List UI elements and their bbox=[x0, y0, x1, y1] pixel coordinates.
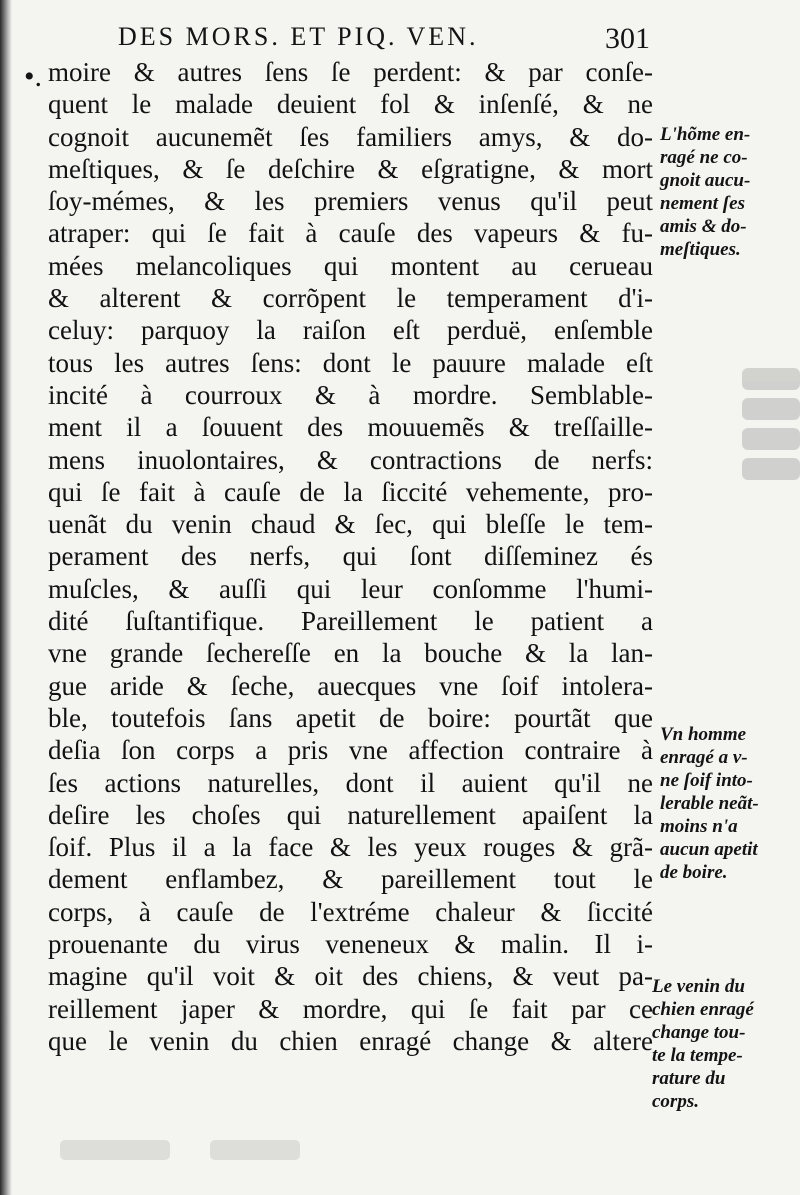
margin-note-line: Le venin du bbox=[652, 976, 745, 997]
page-gutter-shadow bbox=[0, 0, 12, 1195]
text-line: moire & autres ſens ſe perdent: & par conſe- bbox=[48, 57, 653, 87]
text-line: prouenante du virus veneneux & malin. Il i- bbox=[48, 929, 653, 960]
margin-note-line: de boire. bbox=[660, 862, 728, 883]
text-line: ſes actions naturelles, dont il auient qu'il ne bbox=[48, 767, 653, 798]
text-line: vne grande ſechereſſe en la bouche & la lan- bbox=[48, 638, 653, 669]
text-line: ſoy-mémes, & les premiers venus qu'il peut bbox=[48, 186, 653, 217]
margin-note-line: gnoit aucu- bbox=[660, 170, 751, 191]
text-line: corps, à cauſe de l'extréme chaleur & ſiccité bbox=[48, 896, 653, 927]
text-line: muſcles, & auſſi qui leur conſomme l'humi- bbox=[48, 573, 653, 604]
text-line: magine qu'il voit & oit des chiens, & veut pa- bbox=[48, 961, 653, 992]
margin-note-line: change tou- bbox=[652, 1022, 746, 1043]
text-line: cognoit aucunemẽt ſes familiers amys, & do- bbox=[48, 121, 653, 152]
margin-note-line: moins n'a bbox=[660, 816, 738, 837]
text-line: perament des nerfs, qui ſont diſſeminez és bbox=[48, 541, 653, 572]
margin-note-line: te la tempe- bbox=[652, 1045, 743, 1066]
margin-note-line: enragé a v- bbox=[660, 747, 748, 768]
text-line: qui ſe fait à cauſe de la ſiccité vehemente, pro- bbox=[48, 476, 653, 507]
text-line: mées melancoliques qui montent au cerueau bbox=[48, 250, 653, 281]
text-line: dement enflambez, & pareillement tout le bbox=[48, 864, 653, 895]
margin-note-line: L'hõme en- bbox=[660, 124, 751, 145]
text-line: gue aride & ſeche, auecques vne ſoif intolera- bbox=[48, 670, 653, 701]
show-through-text bbox=[742, 368, 800, 518]
page-number: 301 bbox=[605, 22, 650, 55]
text-line: mens inuolontaires, & contractions de nerfs: bbox=[48, 444, 653, 475]
page-header bbox=[0, 22, 800, 58]
text-line: meſtiques, & ſe deſchire & eſgratigne, & mort bbox=[48, 153, 653, 184]
body-text bbox=[48, 56, 653, 1057]
text-line: deſia ſon corps a pris vne affection contraire à bbox=[48, 735, 653, 766]
text-line: reillement japer & mordre, qui ſe fait par ce bbox=[48, 993, 653, 1024]
margin-note-line: aucun apetit bbox=[660, 839, 758, 860]
text-line: que le venin du chien enragé change & altere bbox=[48, 1025, 653, 1056]
text-line: uenãt du venin chaud & ſec, qui bleſſe le tem- bbox=[48, 509, 653, 540]
text-line: ble, toutefois ſans apetit de boire: pourtãt que bbox=[48, 702, 653, 733]
show-through-catchword bbox=[60, 1140, 600, 1170]
margin-note-line: Vn homme bbox=[660, 724, 747, 745]
margin-note-line: ne ſoif into- bbox=[660, 770, 753, 791]
line-marker: •. bbox=[24, 60, 43, 93]
margin-note-line: chien enragé bbox=[652, 999, 754, 1020]
margin-note-2 bbox=[660, 723, 759, 884]
text-line: & alterent & corrõpent le temperament d'i- bbox=[48, 283, 653, 314]
text-line: incité à courroux & à mordre. Semblable- bbox=[48, 379, 653, 410]
text-line: deſire les choſes qui naturellement apaiſent la bbox=[48, 799, 653, 830]
margin-note-line: ragé ne co- bbox=[660, 147, 748, 168]
text-line: atraper: qui ſe fait à cauſe des vapeurs & fu- bbox=[48, 218, 653, 249]
text-line: tous les autres ſens: dont le pauure malade eſt bbox=[48, 347, 653, 378]
margin-note-line: nement ſes bbox=[660, 193, 745, 214]
margin-note-line: lerable neãt- bbox=[660, 793, 759, 814]
running-head: DES MORS. ET PIQ. VEN. bbox=[118, 22, 479, 51]
margin-note-line: meſtiques. bbox=[660, 239, 741, 260]
text-line: ment il a ſouuent des mouuemẽs & treſſaille- bbox=[48, 412, 653, 443]
margin-note-1 bbox=[660, 123, 750, 261]
text-line: quent le malade deuient fol & inſenſé, & ne bbox=[48, 89, 653, 120]
text-line: dité ſuſtantifique. Pareillement le patient a bbox=[48, 606, 653, 637]
text-line: ſoif. Plus il a la face & les yeux rouges & grã- bbox=[48, 832, 653, 863]
margin-note-line: amis & do- bbox=[660, 216, 747, 237]
margin-note-line: rature du bbox=[652, 1068, 726, 1089]
margin-note-3 bbox=[652, 975, 754, 1113]
text-line: celuy: parquoy la raiſon eſt perduë, enſemble bbox=[48, 315, 653, 346]
margin-note-line: corps. bbox=[652, 1091, 699, 1112]
